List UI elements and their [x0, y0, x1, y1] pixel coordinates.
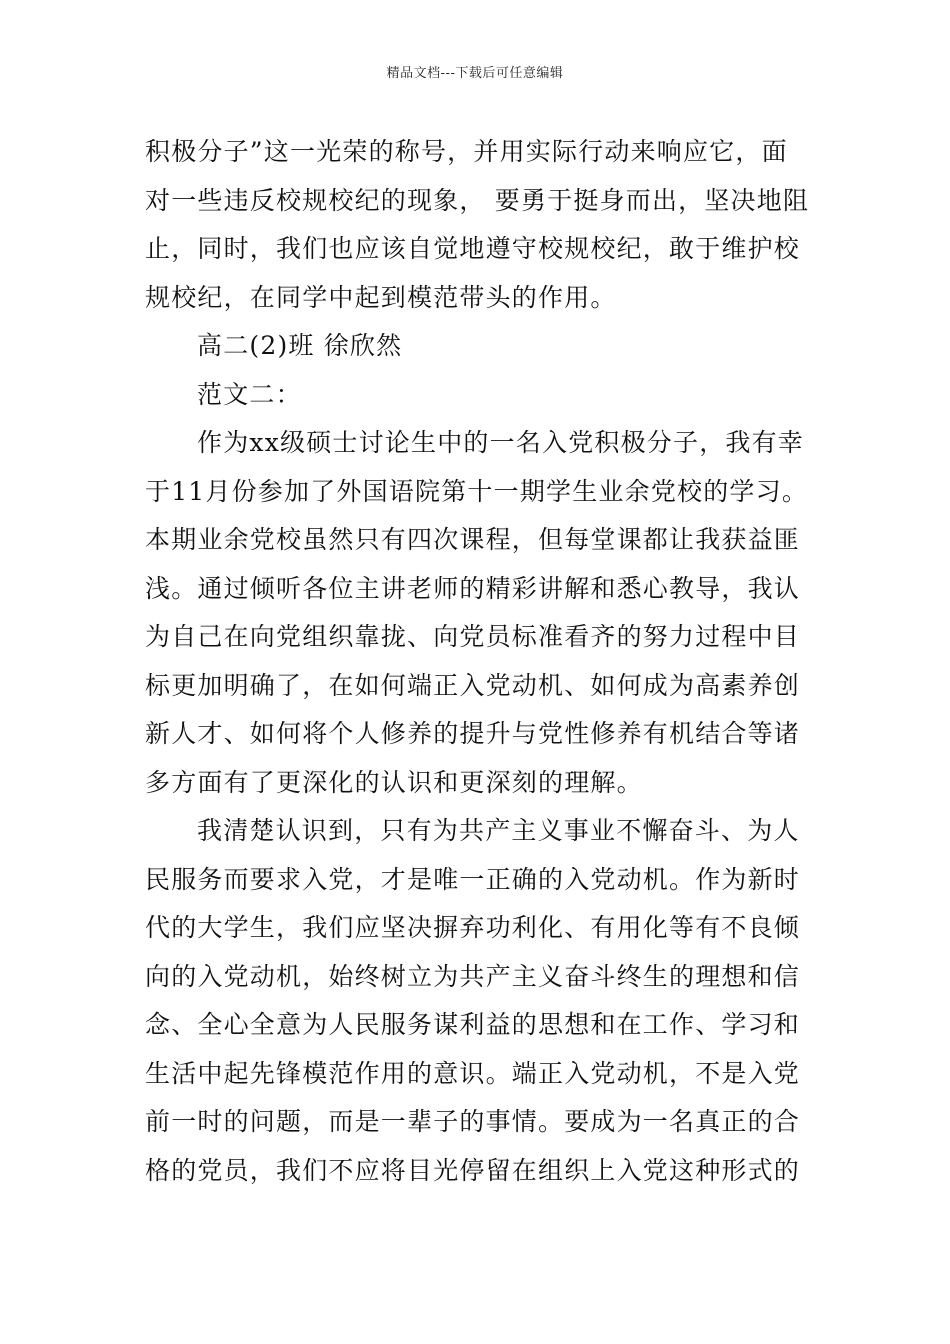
text-line: 作为xx级硕士讨论生中的一名入党积极分子，我有幸	[197, 428, 805, 457]
text-line: 浅。通过倾听各位主讲老师的精彩讲解和悉心教导，我认	[145, 573, 801, 603]
text-line: 念、全心全意为人民服务谋利益的思想和在工作、学习和	[145, 1010, 801, 1039]
text-line: 范文二：	[197, 379, 302, 409]
text-line: 新人才、如何将个人修养的提升与党性修养有机结合等诸	[145, 719, 801, 748]
text-line: 向的入党动机，始终树立为共产主义奋斗终生的理想和信	[145, 961, 801, 991]
text-line: 止，同时，我们也应该自觉地遵守校规校纪，敢于维护校	[145, 234, 801, 263]
text-line: 高二(2)班 徐欣然	[197, 331, 403, 360]
text-line: 对一些违反校规校纪的现象， 要勇于挺身而出，坚决地阻	[145, 185, 810, 215]
text-line: 多方面有了更深化的认识和更深刻的理解。	[145, 767, 643, 797]
page-header: 精品文档---下载后可任意编辑	[386, 66, 564, 81]
paragraph	[145, 419, 810, 807]
text-line: 格的党员，我们不应将目光停留在组织上入党这种形式的	[145, 1155, 801, 1185]
text-line: 生活中起先锋模范作用的意识。端正入党动机，不是入党	[145, 1058, 801, 1088]
text-line: 本期业余党校虽然只有四次课程，但每堂课都让我获益匪	[145, 525, 801, 554]
text-line: 规校纪，在同学中起到模范带头的作用。	[145, 282, 617, 312]
text-line: 于11月份参加了外国语院第十一期学生业余党校的学习。	[145, 476, 809, 506]
paragraph	[145, 371, 810, 420]
paragraph	[145, 322, 810, 371]
text-line: 标更加明确了，在如何端正入党动机、如何成为高素养创	[145, 670, 801, 700]
text-line: 代的大学生，我们应坚决摒弃功利化、有用化等有不良倾	[145, 913, 801, 942]
text-line: 为自己在向党组织靠拢、向党员标准看齐的努力过程中目	[145, 622, 801, 651]
document-body	[145, 128, 810, 1195]
text-line: 前一时的问题，而是一辈子的事情。要成为一名真正的合	[145, 1107, 801, 1136]
paragraph	[145, 128, 810, 322]
paragraph	[145, 807, 810, 1195]
text-line: 积极分子”这一光荣的称号，并用实际行动来响应它，面	[145, 137, 788, 166]
text-line: 我清楚认识到，只有为共产主义事业不懈奋斗、为人	[197, 816, 800, 845]
text-line: 民服务而要求入党，才是唯一正确的入党动机。作为新时	[145, 864, 801, 894]
